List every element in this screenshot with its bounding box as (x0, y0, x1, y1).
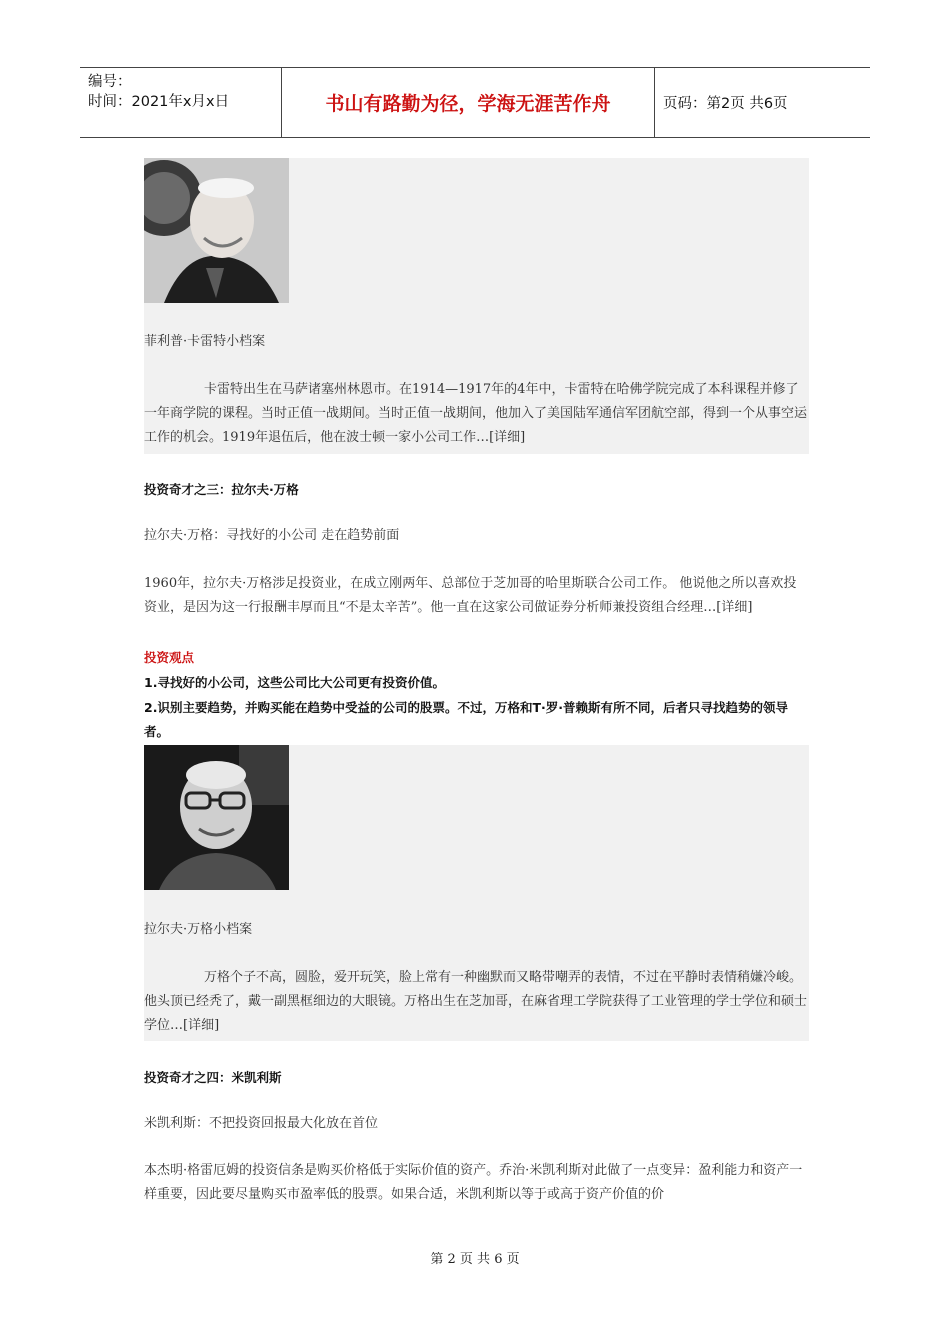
number-label: 编号： (88, 74, 132, 90)
view-item-2: 2.识别主要趋势，并购买能在趋势中受益的公司的股票。不过，万格和T·罗·普赖斯有所不同，后者只寻找趋势的领导者。 (144, 700, 788, 739)
header-divider (654, 68, 655, 137)
header-meta (88, 72, 283, 112)
view-item-1: 1.寻找好的小公司，这些公司比大公司更有投资价值。 (144, 675, 445, 690)
profile-bio-carret: 卡雷特出生在马萨诸塞州林恩市。在1914—1917年的4年中，卡雷特在哈佛学院完成了本科课程并修了一年商学院的课程。当时正值一战期间。当时正值一战期间，他加入了美国陆军通信军团航空部，得到一个从事空运工作的机会。1919年退伍后，他在波士顿一家小公司工作…[详细] (144, 382, 808, 445)
profile-caption-wanger: 拉尔夫·万格小档案 (144, 922, 253, 937)
profile-caption-carret: 菲利普·卡雷特小档案 (144, 334, 266, 349)
portrait-photo-philip-carret (144, 158, 289, 303)
section-heading-michaelis: 投资奇才之四：米凯利斯 (144, 1070, 282, 1085)
page-header (80, 67, 870, 138)
header-page-label: 页码：第2页 共6页 (663, 96, 788, 112)
section-heading-wanger: 投资奇才之三：拉尔夫·万格 (144, 482, 299, 497)
section-subtitle-michaelis: 米凯利斯：不把投资回报最大化放在首位 (144, 1116, 379, 1131)
views-title: 投资观点 (144, 650, 195, 665)
section-intro-wanger: 1960年，拉尔夫·万格涉足投资业，在成立刚两年、总部位于芝加哥的哈里斯联合公司工作。 他说他之所以喜欢投资业，是因为这一行报酬丰厚而且“不是太辛苦”。他一直在这家公司做证券分析师兼投资组合经理…[详细] (144, 576, 797, 615)
profile-bio-wanger: 万格个子不高，圆脸，爱开玩笑，脸上常有一种幽默而又略带嘲弄的表情，不过在平静时表情稍嫌冷峻。他头顶已经秃了，戴一副黑框细边的大眼镜。万格出生在芝加哥，在麻省理工学院获得了工业管理的学士学位和硕士学位…[详细] (144, 970, 808, 1033)
section-intro-michaelis: 本杰明·格雷厄姆的投资信条是购买价格低于实际价值的资产。乔治·米凯利斯对此做了一点变异：盈利能力和资产一样重要，因此要尽量购买市盈率低的股票。如果合适，米凯利斯以等于或高于资产价值的价 (144, 1163, 803, 1202)
section-subtitle-wanger: 拉尔夫·万格：寻找好的小公司 走在趋势前面 (144, 528, 400, 543)
portrait-photo-ralph-wanger (144, 745, 289, 890)
date-label: 时间：2021年x月x日 (88, 94, 230, 110)
page-footer: 第 2 页 共 6 页 (430, 1252, 520, 1267)
header-motto: 书山有路勤为径，学海无涯苦作舟 (325, 93, 611, 115)
